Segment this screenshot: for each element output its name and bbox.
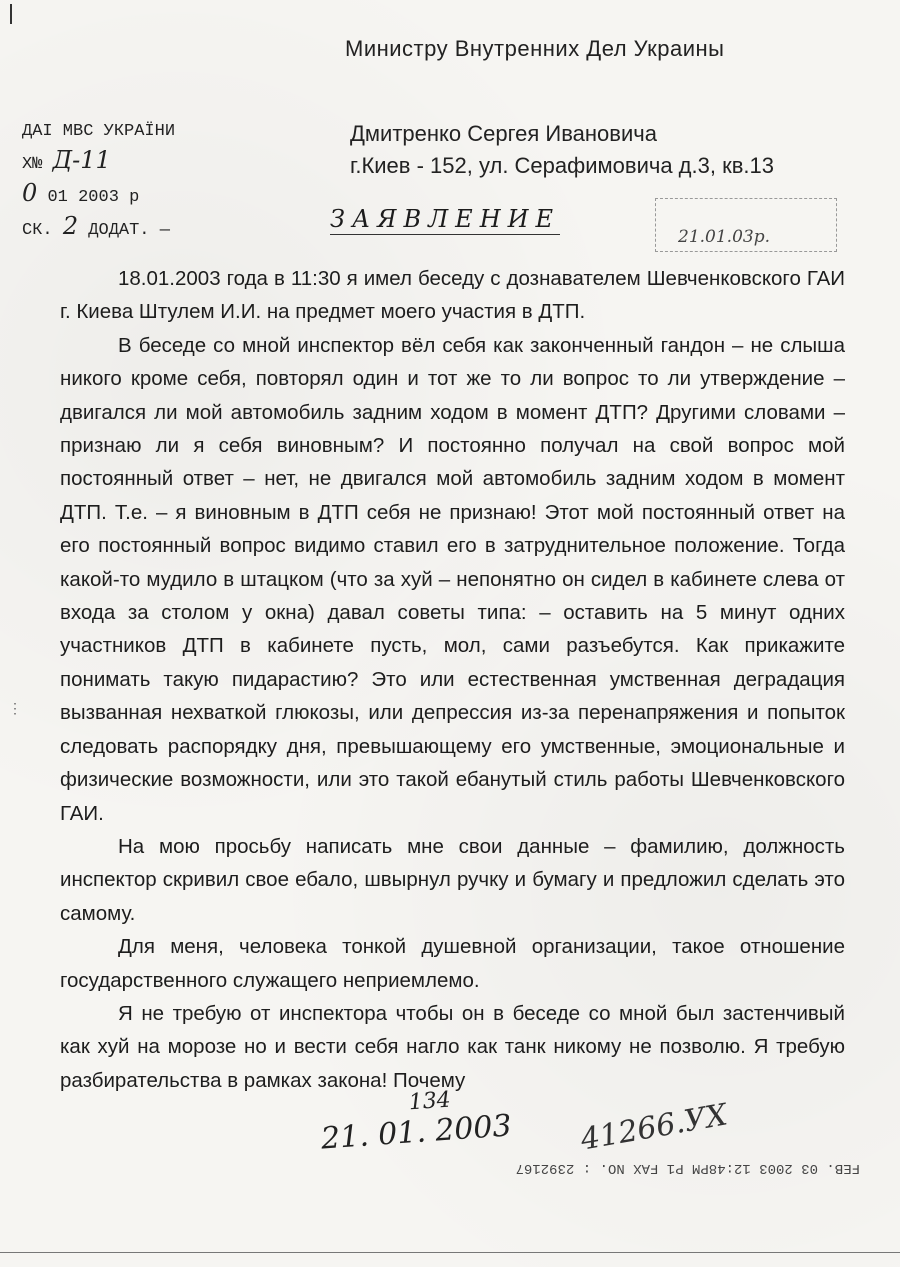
incoming-stamp — [22, 118, 252, 245]
handwritten-reference: 41266.УХ — [578, 1097, 730, 1158]
paragraph: Я не требую от инспектора чтобы он в беседе со мной был застенчивый как хуй на морозе но и вести себя нагло как танк никому не позволю. Я требую разбирательства в рамках закона! Почему — [60, 1001, 845, 1092]
handwritten-date-signature — [318, 1083, 513, 1156]
stamp-line-4-prefix: СК. — [22, 221, 53, 240]
stamp-date: 01 2003 р — [47, 188, 140, 207]
paragraph: Для меня, человека тонкой душевной организации, такое отношение государственного служащего неприемлемо. — [60, 935, 845, 992]
paragraph: В беседе со мной инспектор вёл себя как законченный гандон – не слыша никого кроме себя, повторял один и тот же то ли вопрос то ли утверждение – двигался ли мой автомобиль задним ходом в момент ДТП? Другими словами – признаю ли я себя виновным? И постоянно получал на свой вопрос мой постоянный ответ – нет, не двигался мой автомобиль задним ходом в момент ДТП. Т.е. – я виновным в ДТП себя не признаю! Этот мой постоянный ответ на его постоянный вопрос видимо ставил его в затруднительное положение. Тогда какой-то мудило в штацком (что за хуй – непонятно он сидел в кабинете слева от входа за столом у окна) давал советы типа: – оставить на 5 минут одних участников ДТП в кабинете пусть, мол, сами разъебутся. Как прикажите понимать такую пидарастию? Это или естественная умственная деградация вызванная нехваткой глюкозы, или депрессия из-за перенапряжения и попыток следовать распорядку дня, превышающему его умственные, эмоциональные и физические возможности, или это такой ебанутый стиль работы Шевченковского ГАИ. — [60, 333, 845, 825]
edge-noise: ⋮ — [8, 700, 22, 716]
registration-date: 21.01.03р. — [678, 227, 770, 247]
sender-address: г.Киев - 152, ул. Серафимовича д.3, кв.13 — [350, 153, 774, 178]
stamp-line-3 — [22, 179, 252, 212]
page-edge-line — [0, 1252, 900, 1253]
paragraph: 18.01.2003 года в 11:30 я имел беседу с дознавателем Шевченковского ГАИ г. Киева Штулем И.И. на предмет моего участия в ДТП. — [60, 267, 845, 324]
document-title: ЗАЯВЛЕНИЕ — [330, 205, 561, 233]
stamp-line-4 — [22, 212, 252, 245]
paragraph: На мою просьбу написать мне свои данные – фамилию, должность инспектор скривил свое ебало, швырнул ручку и бумагу и предложил сделать это самому. — [60, 834, 845, 925]
scan-mark — [10, 4, 12, 24]
fax-header: FEB. 03 2003 12:48PM P1 FAX NO. : 2392167 — [515, 1160, 860, 1176]
statement-body — [60, 262, 845, 1097]
sender-block — [350, 118, 774, 182]
sender-name: Дмитренко Сергея Ивановича — [350, 121, 657, 146]
registration-stamp — [655, 198, 837, 252]
stamp-reg-number: Д-11 — [52, 146, 111, 174]
stamp-sheets: 2 — [62, 212, 79, 240]
stamp-day: 0 — [22, 179, 38, 207]
stamp-line-2-prefix: Х№ — [22, 155, 43, 174]
stamp-line-1: ДАІ МВС УКРАЇНИ — [22, 122, 176, 141]
stamp-line-2 — [22, 146, 252, 179]
signature-date: 21. 01. 2003 — [319, 1108, 513, 1157]
stamp-attachment: ДОДАТ. — — [88, 221, 170, 240]
addressee: Министру Внутренних Дел Украины — [345, 36, 725, 61]
signature-number: 134 — [407, 1087, 452, 1116]
